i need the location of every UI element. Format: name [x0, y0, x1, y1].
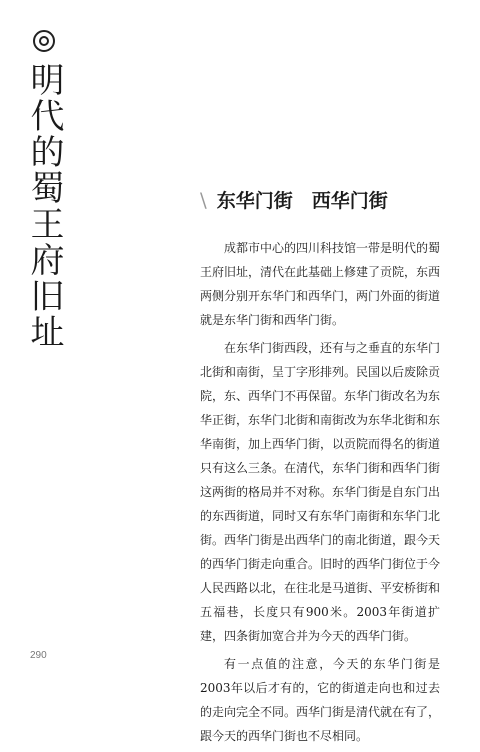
vertical-chapter-title — [24, 30, 64, 350]
page-number: 290 — [30, 650, 47, 661]
double-circle-icon — [33, 30, 55, 52]
body-text — [200, 236, 440, 752]
paragraph: 有一点值的注意，今天的东华门街是2003年以后才有的，它的街道走向也和过去的走向完全不同。西华门街是清代就在有了，跟今天的西华门街也不尽相同。 — [200, 657, 441, 743]
section-heading — [200, 186, 388, 213]
heading-slash-mark: \ — [200, 187, 207, 212]
section-title: 东华门街 西华门街 — [216, 190, 388, 212]
chapter-title-text: 明代的蜀王府旧址 — [24, 62, 64, 350]
paragraph: 成都市中心的四川科技馆一带是明代的蜀王府旧址，清代在此基础上修建了贡院，东西两侧分别开东华门和西华门，两门外面的街道就是东华门街和西华门街。 — [200, 241, 441, 327]
paragraph: 在东华门街西段，还有与之垂直的东华门北街和南街，呈丁字形排列。民国以后废除贡院，东、西华门不再保留。东华门街改名为东华正街，东华门北街和南街改为东华北街和东华南街，加上西华门街，以贡院而得名的街道只有这么三条。在清代，东华门街和西华门街这两街的格局并不对称。东华门街是自东门出的东西街道，同时又有东华门南街和东华门北街。西华门街是出西华门的南北街道，跟今天的西华门街走向重合。旧时的西华门街位于今人民西路以北，在往北是马道街、平安桥街和五福巷，长度只有900米。2003年街道扩建，四条街加宽合并为今天的西华门街。 — [200, 341, 441, 643]
